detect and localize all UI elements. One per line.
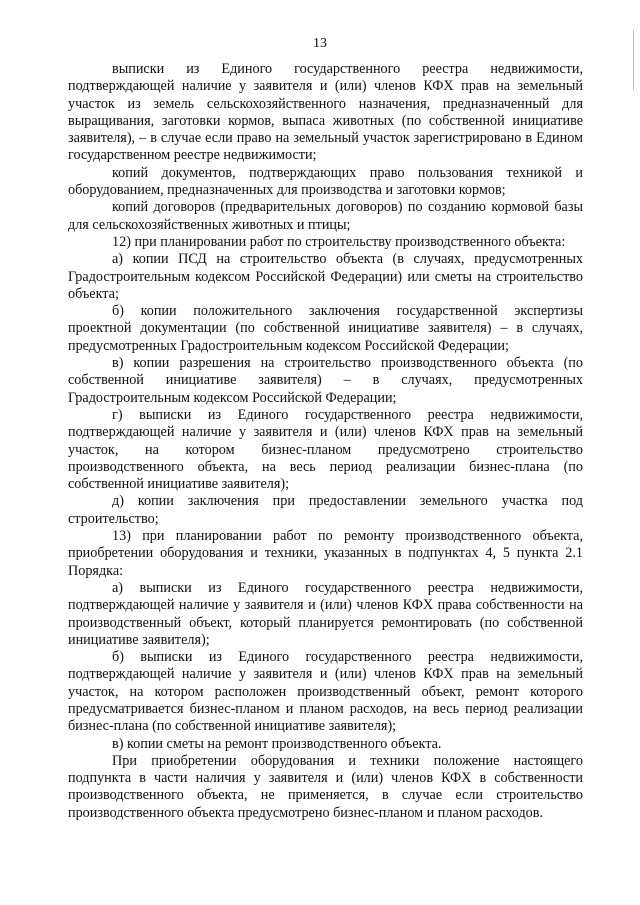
paragraph-equipment-documents: копий документов, подтверждающих право пользования техникой и оборудованием, предназначенных для производства и заготовки кормов;	[68, 164, 583, 199]
paragraph-item-13-v: в) копии сметы на ремонт производственного объекта.	[112, 735, 442, 752]
paragraph-item-12-a: а) копии ПСД на строительство объекта (в случаях, предусмотренных Градостроительным кодексом Российской Федерации) или сметы на строительство объекта;	[68, 251, 583, 302]
paragraph-item-12-v: в) копии разрешения на строительство производственного объекта (по собственной инициативе заявителя) – в случаях, предусмотренных Градостроительным кодексом Российской Федерации;	[68, 355, 583, 406]
paragraph-item-12-g: г) выписки из Единого государственного реестра недвижимости, подтверждающей наличие у заявителя и (или) членов КФХ прав на земельный участок, на котором бизнес-планом предусмотрено строительство производственного объекта, на весь период реализации бизнес-плана (по собственной инициативе заявителя);	[68, 406, 583, 493]
paragraph-egrn-land-extract: выписки из Единого государственного реестра недвижимости, подтверждающей наличие у заявителя и (или) членов КФХ прав на земельный участок из земель сельскохозяйственного назначения, предназначенный для выращивания, заготовки кормов, выпаса животных (по собственной инициативе заявителя), – в случае если право на земельный участок зарегистрировано в Едином государственном реестре недвижимости;	[68, 61, 583, 164]
paragraph-item-13-b: б) выписки из Единого государственного реестра недвижимости, подтверждающей наличие у заявителя и (или) членов КФХ прав на земельный участок, на котором расположен производственный объект, ремонт которого предусматривается бизнес-планом и планом расходов, на весь период реализации бизнес-плана (по собственной инициативе заявителя);	[68, 649, 583, 735]
paragraph-feed-contracts: копий договоров (предварительных договоров) по созданию кормовой базы для сельскохозяйственных животных и птицы;	[68, 199, 583, 233]
paragraph-item-12-heading: 12) при планировании работ по строительству производственного объекта:	[112, 233, 566, 250]
paragraph-item-13-heading: 13) при планировании работ по ремонту производственного объекта, приобретении оборудования и техники, указанных в подпунктах 4, 5 пункта 2.1 Порядка:	[68, 528, 583, 579]
paragraph-item-13-a: а) выписки из Единого государственного реестра недвижимости, подтверждающей наличие у заявителя и (или) членов КФХ права собственности на производственный объект, который планируется ремонтировать (по собственной инициативе заявителя);	[68, 579, 583, 648]
page-number: 13	[313, 36, 327, 51]
scan-edge-line	[633, 30, 634, 90]
paragraph-item-12-b: б) копии положительного заключения государственной экспертизы проектной документации (по собственной инициативе заявителя) – в случаях, предусмотренных Градостроительным кодексом Российской Федерации;	[68, 303, 583, 354]
document-body	[68, 61, 583, 822]
paragraph-equipment-exception: При приобретении оборудования и техники положение настоящего подпункта в части наличия у заявителя и (или) членов КФХ в собственности производственного объекта, не применяется, в случае если строительство производственного объекта предусмотрено бизнес-планом и планом расходов.	[68, 752, 583, 821]
paragraph-item-12-d: д) копии заключения при предоставлении земельного участка под строительство;	[68, 493, 583, 527]
